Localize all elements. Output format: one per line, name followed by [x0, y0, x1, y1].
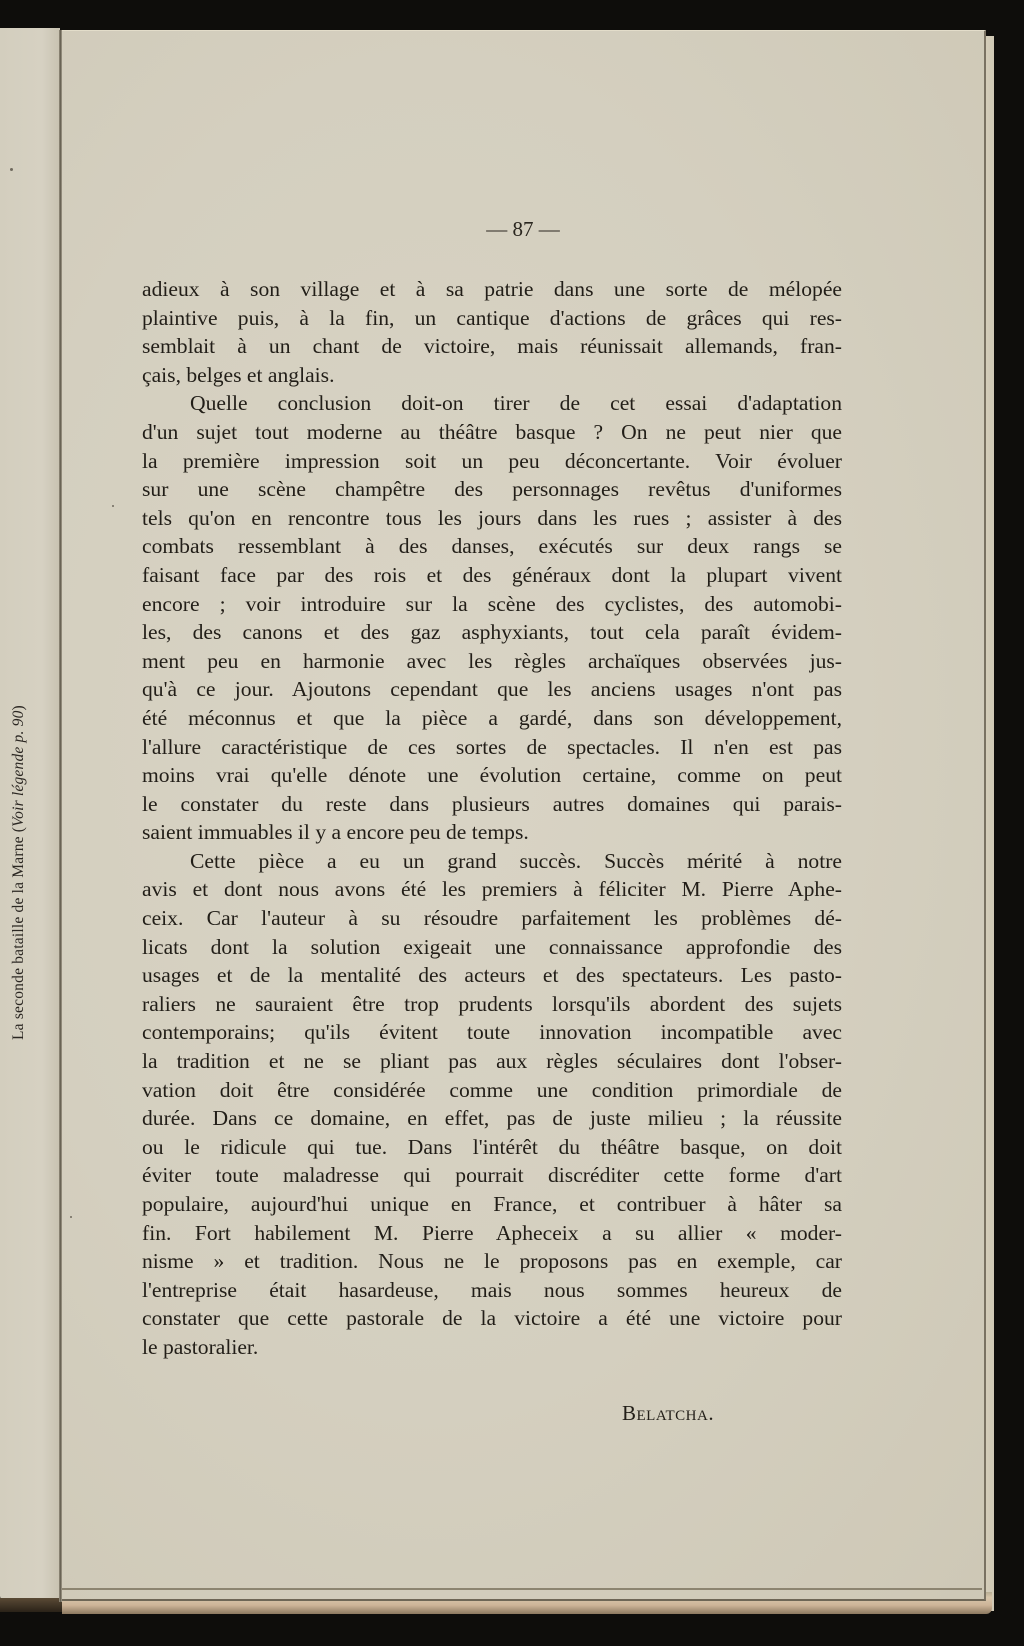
- text-line: l'entreprise était hasardeuse, mais nous sommes heureux de: [142, 1277, 842, 1302]
- text-line: populaire, aujourd'hui unique en France, et contribuer à hâter sa: [142, 1192, 842, 1216]
- text-line: tels qu'on en rencontre tous les jours dans les rues ; assister à des: [142, 505, 842, 530]
- text-line: nisme » et tradition. Nous ne le proposons pas en exemple, car: [142, 1249, 842, 1274]
- text-line: les, des canons et des gaz asphyxiants, tout cela paraît évidem-: [142, 620, 842, 645]
- text-line: çais, belges et anglais.: [142, 362, 335, 387]
- text-line: encore ; voir introduire sur la scène des cyclistes, des automobi-: [142, 591, 842, 616]
- text-line: éviter toute maladresse qui pourrait discréditer cette forme d'art: [142, 1163, 842, 1188]
- text-line: moins vrai qu'elle dénote une évolution certaine, comme on peut: [142, 763, 842, 788]
- paragraph: [142, 275, 842, 389]
- text-line: adieux à son village et à sa patrie dans une sorte de mélopée: [142, 277, 842, 301]
- spine-crease: [59, 30, 62, 1602]
- text-line: semblait à un chant de victoire, mais réunissait allemands, fran-: [142, 334, 842, 359]
- text-line: qu'à ce jour. Ajoutons cependant que les anciens usages n'ont pas: [142, 677, 842, 702]
- text-line: constater que cette pastorale de la victoire a été une victoire pour: [142, 1306, 842, 1331]
- text-line: vation doit être considérée comme une condition primordiale de: [142, 1077, 842, 1102]
- plate-caption: [10, 705, 28, 1040]
- text-line: été méconnus et que la pièce a gardé, dans son développement,: [142, 705, 842, 730]
- text-line: Cette pièce a eu un grand succès. Succès mérité à notre: [190, 848, 842, 873]
- left-page-shadow: [0, 1598, 62, 1612]
- text-line: le constater du reste dans plusieurs autres domaines qui parais-: [142, 791, 842, 816]
- paragraph: [142, 389, 842, 847]
- plate-caption-close: ): [10, 705, 27, 711]
- paragraph: [142, 847, 842, 1362]
- text-line: ou le ridicule qui tue. Dans l'intérêt du théâtre basque, on doit: [142, 1134, 842, 1159]
- text-line: combats ressemblant à des danses, exécutés sur deux rangs se: [142, 534, 842, 559]
- text-line: plaintive puis, à la fin, un cantique d'actions de grâces qui res-: [142, 305, 842, 330]
- paper-speck: [70, 1216, 72, 1218]
- left-page-edge: [0, 28, 60, 1600]
- body-text: [142, 275, 842, 1362]
- text-line: d'un sujet tout moderne au théâtre basque ? On ne peut nier que: [142, 419, 842, 444]
- text-line: licats dont la solution exigeait une connaissance approfondie des: [142, 934, 842, 959]
- text-line: contemporains; qu'ils évitent toute innovation incompatible avec: [142, 1020, 842, 1045]
- page-number: — 87 —: [486, 217, 560, 241]
- text-line: usages et de la mentalité des acteurs et des spectateurs. Les pasto-: [142, 963, 842, 988]
- paper-speck: [10, 168, 13, 171]
- text-line: fin. Fort habilement M. Pierre Apheceix a su allier « moder-: [142, 1220, 842, 1245]
- text-line: l'allure caractéristique de ces sortes de spectacles. Il n'en est pas: [142, 734, 842, 759]
- plate-caption-reference: Voir légende p. 90: [10, 710, 27, 827]
- text-line: avis et dont nous avons été les premiers à féliciter M. Pierre Aphe-: [142, 877, 842, 902]
- book-page: [62, 30, 986, 1601]
- text-line: la tradition et ne se pliant pas aux règles séculaires dont l'obser-: [142, 1049, 842, 1074]
- text-line: saient immuables il y a encore peu de temps.: [142, 820, 529, 845]
- text-line: sur une scène champêtre des personnages revêtus d'uniformes: [142, 477, 842, 502]
- text-line: ment peu en harmonie avec les règles archaïques observées jus-: [142, 648, 842, 673]
- text-line: ceix. Car l'auteur à su résoudre parfaitement les problèmes dé-: [142, 906, 842, 931]
- paper-speck: [112, 505, 114, 507]
- text-line: faisant face par des rois et des généraux dont la plupart vivent: [142, 562, 842, 587]
- text-line: le pastoralier.: [142, 1334, 259, 1359]
- page-bottom-edge-line: [62, 1588, 982, 1590]
- text-line: Quelle conclusion doit-on tirer de cet essai d'adaptation: [190, 391, 842, 416]
- text-line: raliers ne sauraient être trop prudents lorsqu'ils abordent des sujets: [142, 991, 842, 1016]
- text-line: la première impression soit un peu déconcertante. Voir évoluer: [142, 448, 842, 473]
- text-line: durée. Dans ce domaine, en effet, pas de juste milieu ; la réussite: [142, 1106, 842, 1131]
- author-signature: Belatcha.: [622, 1401, 715, 1425]
- plate-caption-text: La seconde bataille de la Marne (: [10, 826, 27, 1040]
